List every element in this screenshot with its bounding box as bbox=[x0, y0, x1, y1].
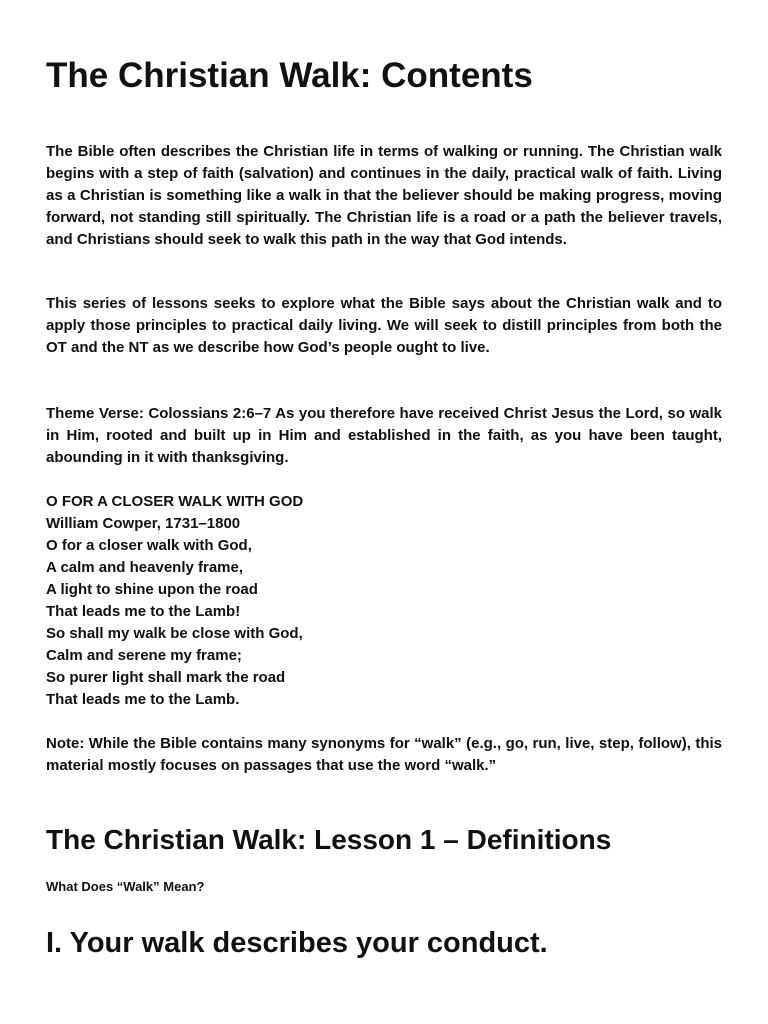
hymn-line: Calm and serene my frame; bbox=[46, 647, 242, 664]
hymn-title: O FOR A CLOSER WALK WITH GOD bbox=[46, 493, 304, 510]
note-paragraph: Note: While the Bible contains many synonyms for “walk” (e.g., go, run, live, step, follow), this material mostly focuses on passages that use the word “walk.” bbox=[46, 735, 722, 774]
hymn-block bbox=[46, 491, 722, 711]
section-heading: I. Your walk describes your conduct. bbox=[46, 927, 548, 959]
hymn-line: O for a closer walk with God, bbox=[46, 537, 252, 554]
hymn-line: A calm and heavenly frame, bbox=[46, 559, 244, 576]
lesson-heading: The Christian Walk: Lesson 1 – Definitions bbox=[46, 824, 612, 855]
hymn-line: That leads me to the Lamb! bbox=[46, 603, 241, 620]
hymn-line: So shall my walk be close with God, bbox=[46, 625, 303, 642]
hymn-author: William Cowper, 1731–1800 bbox=[46, 515, 241, 532]
page-title: The Christian Walk: Contents bbox=[46, 56, 533, 95]
hymn-line: So purer light shall mark the road bbox=[46, 669, 286, 686]
intro-paragraph: The Bible often describes the Christian life in terms of walking or running. The Christian walk begins with a step of faith (salvation) and continues in the daily, practical walk of faith. Living as a Christian is something like a walk in that the believer should be making progress, moving forward, not standing still spiritually. The Christian life is a road or a path the believer travels, and Christians should seek to walk this path in the way that God intends. bbox=[46, 143, 722, 248]
lesson-subheading: What Does “Walk” Mean? bbox=[46, 879, 205, 894]
series-paragraph: This series of lessons seeks to explore what the Bible says about the Christian walk and to apply those principles to practical daily living. We will seek to distill principles from both the OT and the NT as we describe how God’s people ought to live. bbox=[46, 295, 722, 356]
theme-verse-paragraph: Theme Verse: Colossians 2:6–7 As you therefore have received Christ Jesus the Lord, so walk in Him, rooted and built up in Him and established in the faith, as you have been taught, abounding in it with thanksgiving. bbox=[46, 405, 722, 466]
hymn-line: A light to shine upon the road bbox=[46, 581, 258, 598]
hymn-line: That leads me to the Lamb. bbox=[46, 691, 240, 708]
